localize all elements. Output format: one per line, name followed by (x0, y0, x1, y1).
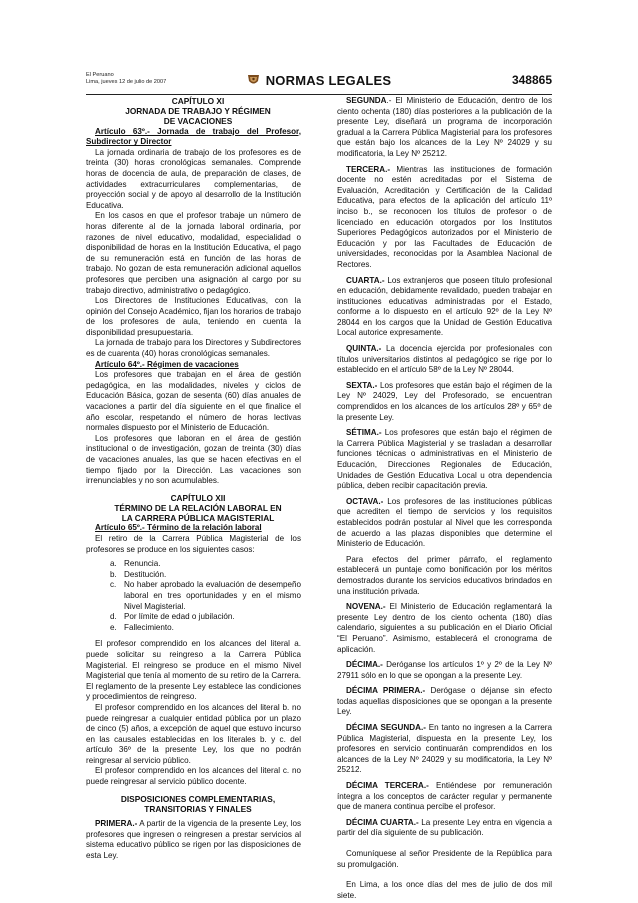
disposition-octava: OCTAVA.- Los profesores de las instituciones públicas que acrediten el tiempo de servicios y los requisitos establecidos podrán postular al Nivel que les corresponda de acuerdo a las plazas disponibles que determine el Ministerio de Educación. (337, 496, 552, 549)
section-title-block (86, 73, 552, 88)
article-65-paragraph: El profesor comprendido en los alcances del literal c. no puede reingresar al servicio público docente. (86, 766, 301, 787)
disposition-decima-cuarta: DÉCIMA CUARTA.- La presente Ley entra en vigencia a partir del día siguiente de su publicación. (337, 817, 552, 838)
article-64-title: Artículo 64º.- Régimen de vacaciones (95, 359, 239, 369)
list-item: c. No haber aprobado la evaluación de desempeño laboral en tres oportunidades y en el mismo Nivel Magisterial. (110, 580, 301, 611)
article-63-paragraph: La jornada de trabajo para los Directores y Subdirectores es de cuarenta (40) horas cronológicas semanales. (86, 338, 301, 359)
article-65-paragraph: El retiro de la Carrera Pública Magisterial de los profesores se produce en los siguientes casos: (86, 534, 301, 554)
chapter-xi-title: CAPÍTULO XI (171, 96, 225, 106)
disposition-setima: SÉTIMA.- Los profesores que están bajo el régimen de la Carrera Pública Magisterial y se trasladan a desarrollar funciones técnicas o administrativas en el Ministerio de Educación, Direcciones Regionales de Educación, Unidades de Gestión Educativa Local u otra dependencia pública, deben recibir capacitación previa. (337, 428, 552, 491)
shield-crest-icon (247, 74, 260, 86)
article-63-paragraph: La jornada ordinaria de trabajo de los profesores es de treinta (30) horas cronológicas semanales. Comprende horas de docencia de aula, de preparación de clases, de actividades extracurriculares complementarias, de proyección social y de apoyo al desarrollo de la Institución Educativa. (86, 147, 301, 210)
disposition-cuarta: CUARTA.- Los extranjeros que poseen título profesional en educación, debidamente revalidado, pueden trabajar en instituciones educativas administradas por el Estado, conforme a lo dispuesto en el artículo 92º de la Ley Nº 28044 en los cargos que la Unidad de Gestión Educativa Local autorice expresamente. (337, 275, 552, 338)
disposition-quinta: QUINTA.- La docencia ejercida por profesionales con títulos universitarios distintos al pedagógico se rige por lo establecido en el artículo 58º de la Ley Nº 28044. (337, 344, 552, 375)
article-65-title: Artículo 65º.- Término de la relación laboral (95, 523, 262, 533)
page-header (86, 68, 552, 95)
list-item: a. Renuncia. (110, 559, 161, 569)
article-63-title: Artículo 63º.- Jornada de trabajo del Profesor, Subdirector y Director (86, 126, 301, 147)
chapter-xii-title: CAPÍTULO XII (170, 492, 226, 503)
article-63-paragraph: Los Directores de Instituciones Educativas, con la opinión del Consejo Académico, fijan los horarios de trabajo de los profesores de aula, teniendo en cuenta la disponibilidad presupuestaria. (86, 296, 301, 337)
page-number: 348865 (511, 73, 552, 87)
disposition-decima: DÉCIMA.- Deróganse los artículos 1º y 2º de la Ley Nº 27911 sólo en lo que se opongan a la presente Ley. (337, 660, 552, 680)
dispositions-title-1: DISPOSICIONES COMPLEMENTARIAS, (120, 793, 276, 804)
article-65-paragraph: El profesor comprendido en los alcances del literal b. no puede reingresar a cualquier entidad pública por un plazo de cinco (5) años, a excepción de aquel que estuvo incurso en las causales establecidas en los literales b. y c. del artículo 36º de la presente Ley, los que no podrán reingresar al servicio público. (86, 702, 301, 765)
list-item: e. Fallecimiento. (110, 622, 174, 632)
issue-date: Lima, jueves 12 de julio de 2007 (86, 79, 167, 85)
disposition-decima-tercera: DÉCIMA TERCERA.- Entiéndese por remuneración íntegra a los conceptos de carácter regular y permanente que de manera continua percibe el profesor. (337, 781, 552, 812)
article-64-paragraph: Los profesores que laboran en el área de gestión institucional o de investigación, gozan de treinta (30) días de vacaciones anuales, las que se hacen efectivas en el tiempo fijado por la Dirección. Las vacaciones son irrenunciables y no son acumulables. (86, 433, 301, 486)
article-63-paragraph: En los casos en que el profesor trabaje un número de horas diferente al de la jornada laboral ordinaria, por razones de nivel educativo, modalidad, especialidad o disponibilidad de horas en la Institución Educativa, el pago de su remuneración está en función de las horas de trabajo. No gozan de esta remuneración adicional aquellos profesores que perciben una asignación al cargo por su trabajo directivo, administrativo o pedagógico. (86, 211, 301, 295)
disposition-novena: NOVENA.- El Ministerio de Educación reglamentará la presente Ley dentro de los ciento ochenta (180) días calendario, siguientes a su publicación en el Diario Oficial “El Peruano”. Asimismo, establecerá el cronograma de aplicación. (337, 602, 552, 654)
list-item: d. Por límite de edad o jubilación. (110, 612, 235, 622)
article-64-paragraph: Los profesores que trabajan en el área de gestión pedagógica, en las modalidades, niveles y ciclos de Educación Básica, gozan de sesenta (60) días anuales de vacaciones a partir del día siguiente en el que finalice el año escolar, respetando el número de horas lectivas normales dispuesto por el Ministerio de Educación. (86, 370, 301, 433)
list-item: b. Destitución. (110, 569, 167, 579)
disposition-octava-paragraph-2: Para efectos del primer párrafo, el reglamento establecerá un puntaje como bonificación por los méritos demostrados durante los servicios educativos brindados en una institución privada. (337, 554, 552, 596)
disposition-decima-primera: DÉCIMA PRIMERA.- Derógase o déjanse sin efecto todas aquellas disposiciones que se opongan a la presente Ley. (337, 686, 552, 717)
chapter-xii-subtitle-1: TÉRMINO DE LA RELACIÓN LABORAL EN (114, 503, 282, 513)
left-column (86, 96, 301, 860)
chapter-xi-subtitle-2: DE VACACIONES (163, 116, 233, 127)
right-column (337, 96, 552, 900)
chapter-xi-subtitle-1: JORNADA DE TRABAJO Y RÉGIMEN (125, 106, 271, 117)
disposition-tercera: TERCERA.- Mientras las instituciones de formación docente no estén acreditadas por el Sistema de Evaluación, Acreditación y Certificación de la Calidad Educativa, para efectos de la aplicación del artículo 11º inciso b., se reconocen los títulos de profesor o de licenciado en educación otorgados por los Institutos Superiores Pedagógicos autorizados por el Ministerio de Educación y por las Facultades de Educación de universidades, reconocidas por la Asamblea Nacional de Rectores. (337, 164, 552, 269)
closing-communication: Comuníquese al señor Presidente de la República para su promulgación. (337, 849, 552, 869)
section-title: NORMAS LEGALES (265, 73, 392, 88)
dispositions-title-2: TRANSITORIAS Y FINALES (144, 803, 252, 814)
retirement-causes-list (86, 559, 301, 633)
closing-date: En Lima, a los once días del mes de julio de dos mil siete. (337, 880, 552, 900)
article-65-paragraph: El profesor comprendido en los alcances del literal a. puede solicitar su reingreso a la Carrera Pública Magisterial. El reingreso se produce en el mismo Nivel Magisterial que tenía al momento de su retiro de la Carrera. El reglamento de la presente Ley establece las condiciones y procedimientos de reingreso. (86, 639, 301, 702)
chapter-xii-subtitle-2: LA CARRERA PÚBLICA MAGISTERIAL (121, 513, 275, 524)
disposition-decima-segunda: DÉCIMA SEGUNDA.- En tanto no ingresen a la Carrera Pública Magisterial, dispuesta en la presente Ley, los profesores en servicio continuarán comprendidos en los alcances de la Ley Nº 24029 y su modificatoria, la Ley Nº 25212. (337, 723, 552, 775)
paper-name: El Peruano (86, 72, 114, 78)
disposition-sexta: SEXTA.- Los profesores que están bajo el régimen de la Ley Nº 24029, Ley del Profesorado, se encuentran comprendidos en los alcances de los artículos 28º y 65º de la presente Ley. (337, 380, 552, 422)
disposition-primera: PRIMERA.- A partir de la vigencia de la presente Ley, los profesores que ingresen o reingresen a prestar servicios al sistema educativo público se rigen por las disposiciones de esta Ley. (86, 819, 301, 860)
disposition-segunda: SEGUNDA.- El Ministerio de Educación, dentro de los ciento ochenta (180) días posteriores a la publicación de la presente Ley, diseñará un programa de incorporación gradual a la Carrera Pública Magisterial para los profesores que están bajo los alcances de la Ley Nº 24029 y su modificatoria, la Ley Nº 25212. (337, 96, 552, 158)
